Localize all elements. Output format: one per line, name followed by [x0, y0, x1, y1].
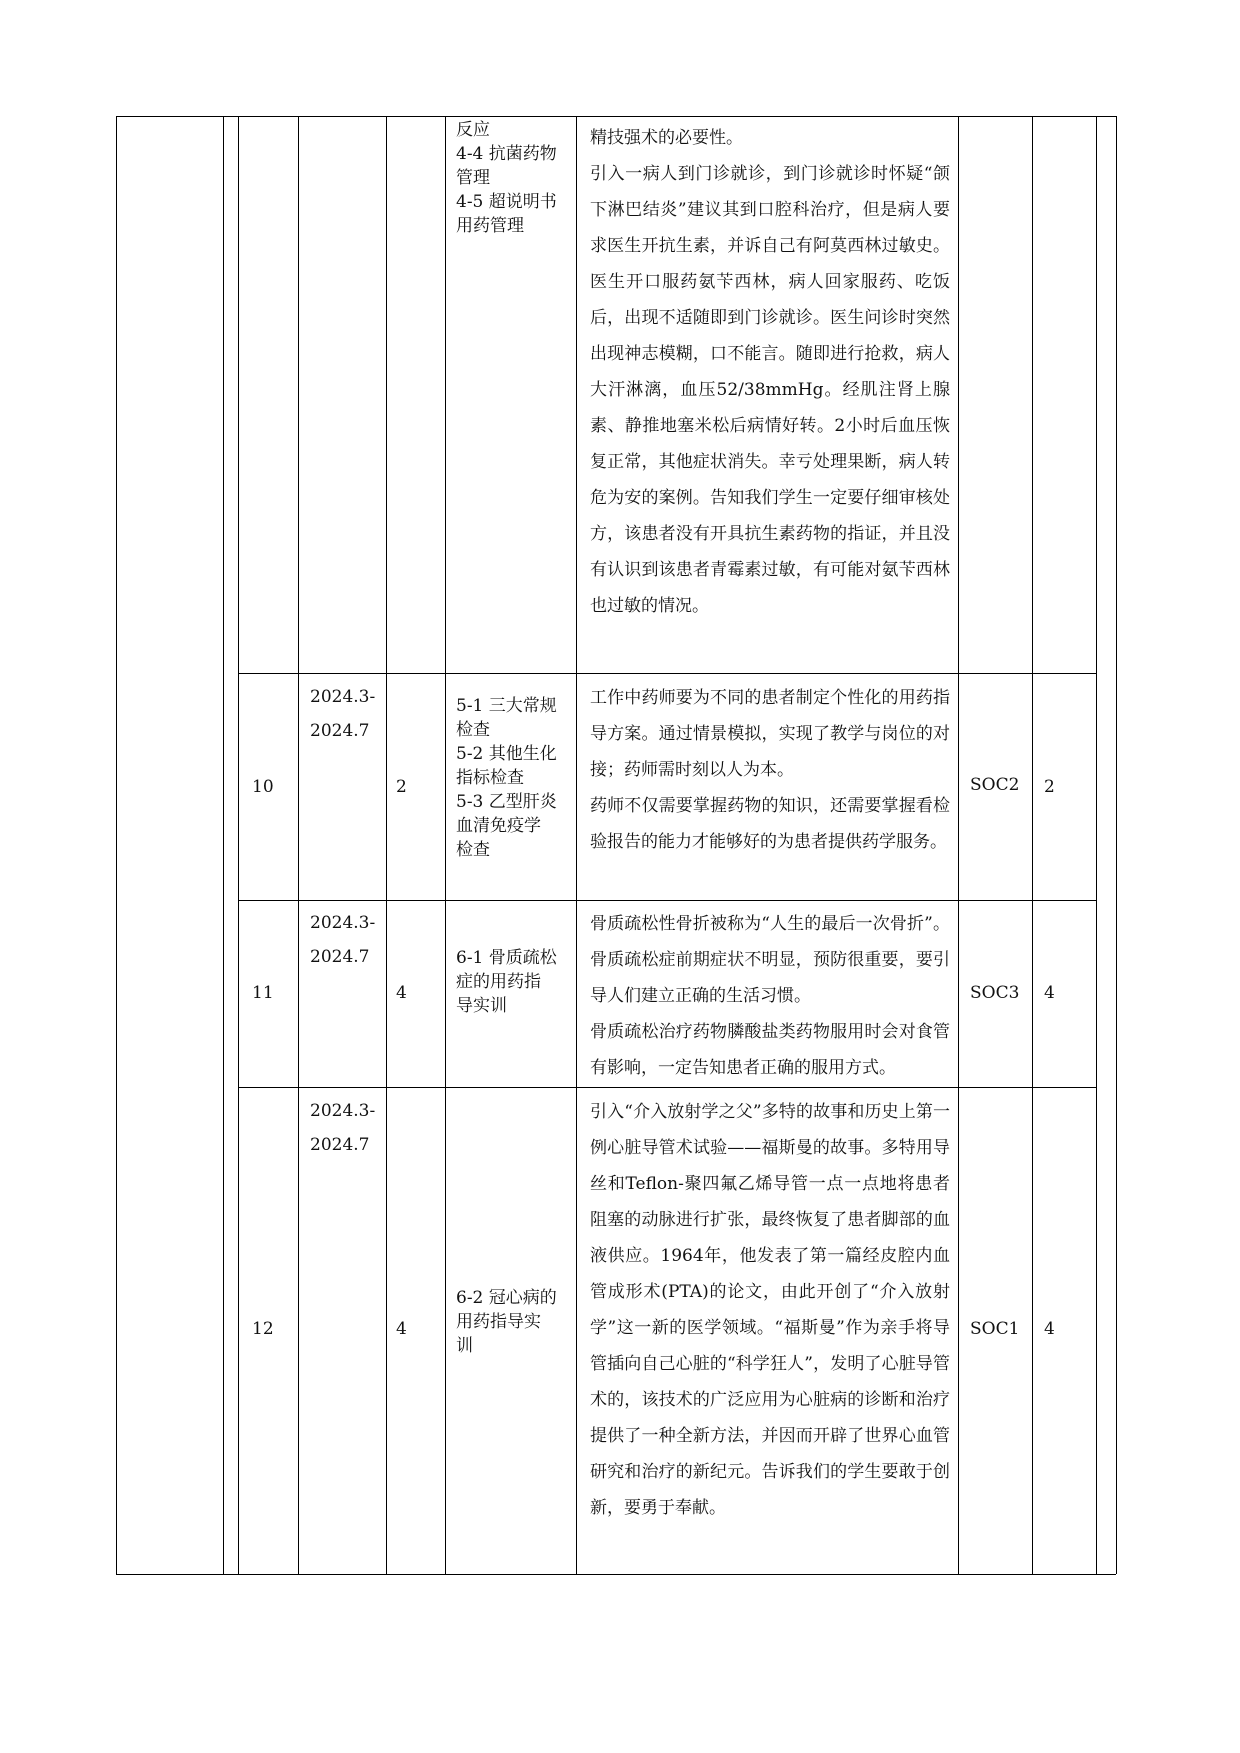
content-paragraph: 精技强术的必要性。: [590, 128, 743, 148]
col-date-border: [298, 116, 299, 1574]
row-soc: SOC2: [970, 775, 1020, 795]
continued-topic: 反应 4-4 抗菌药物 管理 4-5 超说明书 用药管理: [456, 120, 557, 236]
row-number: 12: [252, 1319, 274, 1339]
content-paragraph: 药师不仅需要掌握药物的知识，还需要掌握看检验报告的能力才能够好的为患者提供药学服务。: [590, 796, 950, 852]
row-number: 10: [252, 777, 274, 797]
row-topic: 6-1 骨质疏松 症的用药指 导实训: [456, 948, 557, 1016]
row-date: 2024.3- 2024.7: [310, 1101, 376, 1155]
col-score-border: [1032, 116, 1033, 1574]
row-score: 4: [1044, 1319, 1055, 1339]
col-hours-border: [386, 116, 387, 1574]
table-top-border: [116, 116, 1116, 117]
row-topic: 5-1 三大常规 检查 5-2 其他生化 指标检查 5-3 乙型肝炎 血清免疫学 检查: [456, 696, 557, 860]
row-separator: [238, 673, 1096, 674]
row-score: 4: [1044, 983, 1055, 1003]
inner-left-border-a: [223, 116, 224, 1574]
row-separator: [238, 1087, 1096, 1088]
col-content-border: [576, 116, 577, 1574]
row-topic: 6-2 冠心病的 用药指导实 训: [456, 1288, 557, 1356]
row-content: [590, 1094, 950, 1526]
outer-right-border: [1116, 116, 1117, 1574]
col-soc-border: [958, 116, 959, 1574]
row-content: [590, 906, 950, 1086]
content-paragraph: 骨质疏松性骨折被称为“人生的最后一次骨折”。骨质疏松症前期症状不明显，预防很重要，要引导人们建立正确的生活习惯。: [590, 914, 950, 1006]
row-content: [590, 680, 950, 860]
table-bottom-border: [116, 1574, 1116, 1575]
row-hours: 2: [396, 777, 407, 797]
content-paragraph: 骨质疏松治疗药物膦酸盐类药物服用时会对食管有影响，一定告知患者正确的服用方式。: [590, 1022, 950, 1078]
row-soc: SOC3: [970, 983, 1020, 1003]
row-hours: 4: [396, 983, 407, 1003]
inner-left-border-b: [238, 116, 239, 1574]
row-separator: [238, 900, 1096, 901]
row-date: 2024.3- 2024.7: [310, 687, 376, 741]
row-soc: SOC1: [970, 1319, 1020, 1339]
outer-left-border: [116, 116, 117, 1574]
content-paragraph: 工作中药师要为不同的患者制定个性化的用药指导方案。通过情景模拟，实现了教学与岗位的对接；药师需时刻以人为本。: [590, 688, 950, 780]
content-paragraph: 引入“介入放射学之父”多特的故事和历史上第一例心脏导管术试验——福斯曼的故事。多特用导丝和Teflon-聚四氟乙烯导管一点一点地将患者阻塞的动脉进行扩张，最终恢复了患者脚部的血液供应。1964年，他发表了第一篇经皮腔内血管成形术(PTA)的论文，由此开创了“介入放射学”这一新的医学领域。“福斯曼”作为亲手将导管插向自己心脏的“科学狂人”，发明了心脏导管术的，该技术的广泛应用为心脏病的诊断和治疗提供了一种全新方法，并因而开辟了世界心血管研究和治疗的新纪元。告诉我们的学生要敢于创新，要勇于奉献。: [590, 1102, 950, 1518]
row-number: 11: [252, 983, 274, 1003]
content-paragraph: 引入一病人到门诊就诊，到门诊就诊时怀疑“颌下淋巴结炎”建议其到口腔科治疗，但是病人要求医生开抗生素，并诉自己有阿莫西林过敏史。医生开口服药氨苄西林，病人回家服药、吃饭后，出现不适随即到门诊就诊。医生问诊时突然出现神志模糊，口不能言。随即进行抢救，病人大汗淋漓，血压52/38mmHg。经肌注肾上腺素、静推地塞米松后病情好转。2小时后血压恢复正常，其他症状消失。幸亏处理果断，病人转危为安的案例。告知我们学生一定要仔细审核处方，该患者没有开具抗生素药物的指证，并且没有认识到该患者青霉素过敏，有可能对氨苄西林也过敏的情况。: [590, 164, 950, 616]
inner-right-border: [1096, 116, 1097, 1574]
continued-content: [590, 120, 950, 624]
row-hours: 4: [396, 1319, 407, 1339]
row-score: 2: [1044, 777, 1055, 797]
row-date: 2024.3- 2024.7: [310, 913, 376, 967]
col-topic-border: [445, 116, 446, 1574]
